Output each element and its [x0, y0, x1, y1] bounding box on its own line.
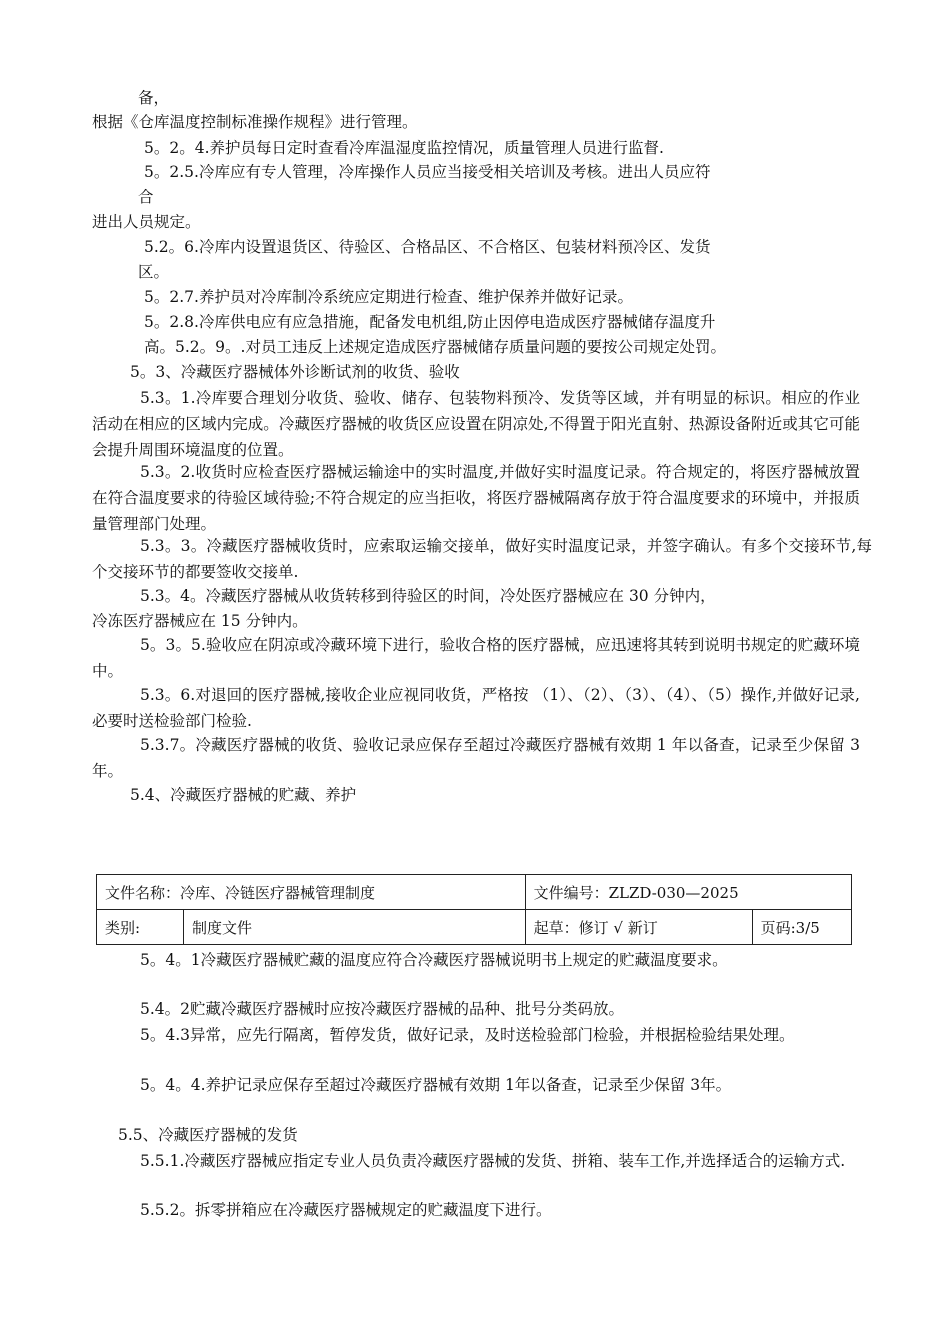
paragraph: 5。3。5.验收应在阴凉或冷藏环境下进行，验收合格的医疗器械，应迅速将其转到说明书规定的贮藏环境中。: [92, 636, 860, 680]
text-line: 5。2.8.冷库供电应有应急措施，配备发电机组,防止因停电造成医疗器械储存温度升: [144, 313, 716, 331]
paragraph: 5.3。1.冷库要合理划分收货、验收、储存、包装物料预冷、发货等区域，并有明显的标识。相应的作业活动在相应的区域内完成。冷藏医疗器械的收货区应设置在阴凉处,不得置于阳光直射、热源设备附近或其它可能会提升周围环境温度的位置。: [92, 389, 860, 459]
draft-cell: 起草：修订 √ 新订: [525, 910, 752, 945]
text-line: 5。2。4.养护员每日定时查看冷库温湿度监控情况，质量管理人员进行监督.: [144, 139, 664, 157]
paragraph: 5.3。3。冷藏医疗器械收货时，应索取运输交接单，做好实时温度记录，并签字确认。有多个交接环节,每个交接环节的都要签收交接单.: [92, 537, 872, 581]
text-line: 5.5.2。拆零拼箱应在冷藏医疗器械规定的贮藏温度下进行。: [140, 1201, 552, 1219]
text-line: 5.3。4。冷藏医疗器械从收货转移到待验区的时间，冷处医疗器械应在 30 分钟内，: [140, 587, 716, 605]
category-value-cell: 制度文件: [184, 910, 526, 945]
text-line: 合: [138, 188, 154, 206]
text-line: 进出人员规定。: [92, 213, 201, 231]
text-line: 根据《仓库温度控制标准操作规程》进行管理。: [92, 113, 418, 131]
paragraph: 5.5.1.冷藏医疗器械应指定专业人员负责冷藏医疗器械的发货、拼箱、装车工作,并选择适合的运输方式.: [140, 1152, 846, 1170]
text-line: 高。5.2。9。.对员工违反上述规定造成医疗器械储存质量问题的要按公司规定处罚。: [144, 338, 726, 356]
page-number-cell: 页码:3/5: [752, 910, 851, 945]
text-line: 备，: [138, 89, 170, 107]
doc-number-cell: 文件编号：ZLZD-030—2025: [525, 875, 851, 910]
section-heading: 5.5、冷藏医疗器械的发货: [118, 1126, 298, 1144]
text-line: 5.4。2贮藏冷藏医疗器械时应按冷藏医疗器械的品种、批号分类码放。: [140, 1000, 625, 1018]
paragraph: 5.3.7。冷藏医疗器械的收货、验收记录应保存至超过冷藏医疗器械有效期 1 年以备查，记录至少保留 3 年。: [92, 736, 860, 780]
text-line: 区。: [138, 263, 170, 281]
text-line: 5。4。4.养护记录应保存至超过冷藏医疗器械有效期 1年以备查，记录至少保留 3年。: [140, 1076, 732, 1094]
text-line: 5。4。1冷藏医疗器械贮藏的温度应符合冷藏医疗器械说明书上规定的贮藏温度要求。: [140, 951, 728, 969]
category-label-cell: 类别:: [97, 910, 184, 945]
document-header-table: [96, 874, 852, 945]
section-heading: 5。3、冷藏医疗器械体外诊断试剂的收货、验收: [130, 363, 460, 381]
paragraph: 5.3。6.对退回的医疗器械,接收企业应视同收货，严格按 （1）、（2）、（3）、（4）、（5）操作,并做好记录,必要时送检验部门检验.: [92, 686, 860, 730]
doc-name-cell: 文件名称：冷库、冷链医疗器械管理制度: [97, 875, 526, 910]
text-line: 5。2.7.养护员对冷库制冷系统应定期进行检查、维护保养并做好记录。: [144, 288, 633, 306]
text-line: 冷冻医疗器械应在 15 分钟内。: [92, 612, 308, 630]
text-line: 5.2。6.冷库内设置退货区、待验区、合格品区、不合格区、包装材料预冷区、发货: [144, 238, 711, 256]
paragraph: 5。4.3异常，应先行隔离，暂停发货，做好记录，及时送检验部门检验，并根据检验结果处理。: [140, 1026, 795, 1044]
text-line: 5。2.5.冷库应有专人管理，冷库操作人员应当接受相关培训及考核。进出人员应符: [144, 163, 711, 181]
section-heading: 5.4、冷藏医疗器械的贮藏、养护: [130, 786, 357, 804]
paragraph: 5.3。2.收货时应检查医疗器械运输途中的实时温度,并做好实时温度记录。符合规定的，将医疗器械放置在符合温度要求的待验区域待验;不符合规定的应当拒收，将医疗器械隔离存放于符合温度要求的环境中，并报质量管理部门处理。: [92, 463, 860, 533]
